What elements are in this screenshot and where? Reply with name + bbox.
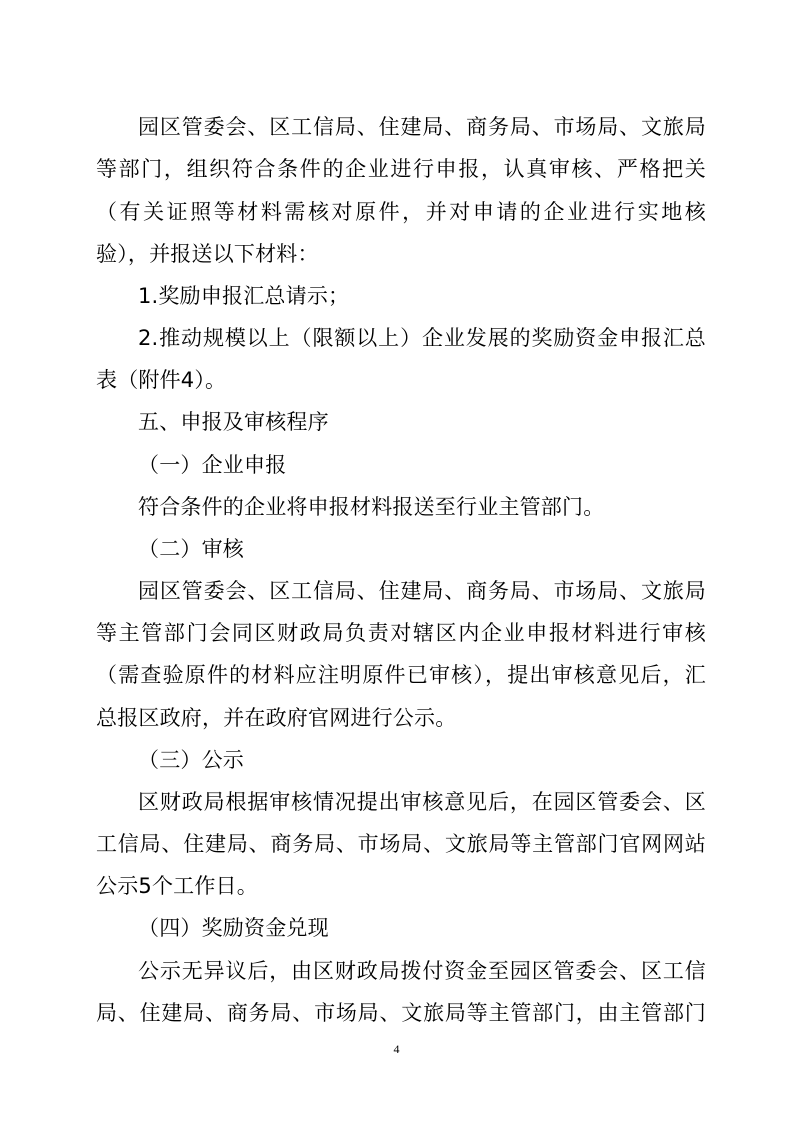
paragraph-line: 公示无异议后，由区财政局拨付资金至园区管委会、区工信: [138, 959, 706, 983]
paragraph-line: 工信局、住建局、商务局、市场局、文旅局等主管部门官网网站: [96, 832, 706, 856]
subsection-heading: （四）奖励资金兑现: [138, 916, 329, 940]
paragraph-line: 表（附件4）。: [96, 368, 227, 392]
paragraph-line: 等主管部门会同区财政局负责对辖区内企业申报材料进行审核: [96, 621, 706, 645]
page-number: 4: [393, 1042, 400, 1056]
paragraph-line: （有关证照等材料需核对原件，并对申请的企业进行实地核: [96, 200, 706, 224]
list-item: 1.奖励申报汇总请示；: [138, 284, 350, 308]
subsection-heading: （一）企业申报: [138, 453, 287, 477]
paragraph-line: 园区管委会、区工信局、住建局、商务局、市场局、文旅局: [138, 115, 706, 139]
list-item: 2.推动规模以上（限额以上）企业发展的奖励资金申报汇总: [138, 326, 706, 350]
subsection-heading: （三）公示: [138, 748, 244, 772]
paragraph-line: 符合条件的企业将申报材料报送至行业主管部门。: [138, 495, 605, 519]
paragraph-line: 总报区政府，并在政府官网进行公示。: [96, 706, 457, 730]
paragraph-line: 等部门，组织符合条件的企业进行申报，认真审核、严格把关: [96, 157, 706, 181]
section-heading: 五、申报及审核程序: [138, 410, 329, 434]
paragraph-line: 公示5个工作日。: [96, 874, 258, 898]
paragraph-line: 验），并报送以下材料：: [96, 242, 319, 266]
paragraph-line: （需查验原件的材料应注明原件已审核），提出审核意见后，汇: [96, 663, 706, 687]
paragraph-line: 园区管委会、区工信局、住建局、商务局、市场局、文旅局: [138, 579, 706, 603]
subsection-heading: （二）审核: [138, 537, 244, 561]
paragraph-line: 区财政局根据审核情况提出审核意见后，在园区管委会、区: [138, 790, 706, 814]
paragraph-line: 局、住建局、商务局、市场局、文旅局等主管部门，由主管部门: [96, 1001, 706, 1025]
